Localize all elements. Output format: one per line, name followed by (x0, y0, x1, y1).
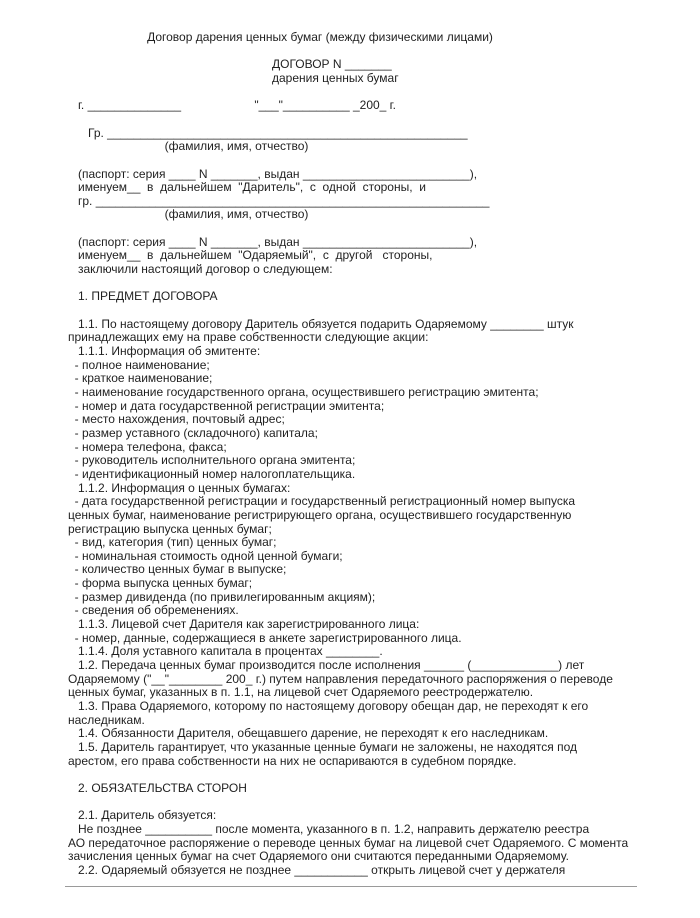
doc-line: - идентификационный номер налогоплательщика. (68, 466, 356, 481)
doc-line: Одаряемому ("__"________ 200_ г.) путем направления передаточного распоряжения о переводе (68, 671, 613, 686)
doc-line: - номера телефона, факса; (68, 439, 227, 454)
doc-line: 1.1.2. Информация о ценных бумагах: (68, 480, 291, 495)
blank-line (68, 154, 700, 168)
doc-line: - сведения об обременениях. (68, 603, 239, 618)
doc-line: 1. ПРЕДМЕТ ДОГОВОРА (68, 289, 218, 304)
doc-line: 2.2. Одаряемый обязуется не позднее ___________ открыть лицевой счет у держателя (68, 862, 566, 877)
doc-line: - краткое наименование; (68, 371, 213, 386)
doc-line: (паспорт: серия ____ N _______, выдан _________________________), (68, 166, 478, 181)
doc-line: - форма выпуска ценных бумаг; (68, 576, 253, 591)
doc-line: - номер и дата государственной регистрации эмитента; (68, 398, 385, 413)
blank-line (68, 796, 700, 810)
doc-line: 1.5. Даритель гарантирует, что указанные ценные бумаги не заложены, не находятся под (68, 740, 577, 755)
contract-number-line: ДОГОВОР N _______ (272, 57, 392, 72)
doc-line: г. ______________ "___"__________ _200_ г. (68, 98, 396, 113)
doc-line: 1.1.1. Информация об эмитенте: (68, 343, 261, 358)
blank-line (68, 277, 700, 291)
doc-line: гр. ___________________________________________________________ (68, 193, 490, 208)
doc-line: именуем__ в дальнейшем "Одаряемый", с другой стороны, (68, 248, 433, 263)
doc-line: (фамилия, имя, отчество) (68, 207, 309, 222)
blank-line (68, 304, 700, 318)
doc-line: заключили настоящий договор о следующем: (68, 262, 333, 277)
blank-line (68, 113, 700, 127)
doc-line: - номер, данные, содержащиеся в анкете зарегистрированного лица. (68, 630, 462, 645)
doc-line: ценных бумаг, указанных в п. 1.1, на лицевой счет Одаряемого реестродержателю. (68, 685, 534, 700)
doc-line: 2.1. Даритель обязуется: (68, 808, 217, 823)
doc-line: - номинальная стоимость одной ценной бумаги; (68, 548, 343, 563)
doc-line: Не позднее __________ после момента, указанного в п. 1.2, направить держателю реестра (68, 821, 590, 836)
doc-line: 1.4. Обязанности Дарителя, обещавшего дарение, не переходят к его наследникам. (68, 726, 549, 741)
doc-line: зачисления ценных бумаг на счет Одаряемого они считаются переданными Одаряемому. (68, 849, 569, 864)
doc-line: - количество ценных бумаг в выпуске; (68, 562, 287, 577)
doc-line: - вид, категория (тип) ценных бумаг; (68, 535, 277, 550)
doc-line: 1.1.4. Доля уставного капитала в процентах ________. (68, 644, 383, 659)
doc-line: (фамилия, имя, отчество) (68, 139, 309, 154)
blank-line (68, 86, 700, 100)
doc-line: - место нахождения, почтовый адрес; (68, 412, 285, 427)
blank-line (68, 768, 700, 782)
doc-line: - руководитель исполнительного органа эмитента; (68, 453, 356, 468)
doc-line: - размер уставного (складочного) капитала; (68, 425, 318, 440)
doc-line: - наименование государственного органа, осуществившего регистрацию эмитента; (68, 384, 539, 399)
doc-line: принадлежащих ему на праве собственности следующие акции: (68, 330, 429, 345)
doc-line: 1.1. По настоящему договору Даритель обязуется подарить Одаряемому ________ штук (68, 316, 574, 331)
doc-line: - полное наименование; (68, 357, 210, 372)
blank-line (68, 45, 700, 59)
doc-line: - размер дивиденда (по привилегированным акциям); (68, 589, 376, 604)
doc-line: ценных бумаг, наименование регистрирующего органа, осуществившего государственную (68, 507, 572, 522)
document-body (68, 31, 700, 878)
contract-number-line: дарения ценных бумаг (272, 70, 399, 85)
doc-line: - дата государственной регистрации и государственный регистрационный номер выпуска (68, 494, 576, 509)
doc-line: именуем__ в дальнейшем "Даритель", с одной стороны, и (68, 180, 426, 195)
doc-line: (паспорт: серия ____ N _______, выдан _________________________), (68, 234, 478, 249)
doc-line: 1.2. Передача ценных бумаг производится после исполнения ______ (_____________) лет (68, 658, 585, 673)
doc-line: 1.1.3. Лицевой счет Дарителя как зарегистрированного лица: (68, 617, 420, 632)
page-divider (65, 886, 637, 887)
document-title: Договор дарения ценных бумаг (между физическими лицами) (147, 30, 493, 44)
doc-line: регистрацию выпуска ценных бумаг; (68, 521, 272, 536)
doc-line: 1.3. Права Одаряемого, которому по настоящему договору обещан дар, не переходят к его (68, 699, 589, 714)
doc-line: арестом, его права собственности на них не оспариваются в судебном порядке. (68, 753, 517, 768)
doc-line: наследникам. (68, 712, 145, 727)
doc-line: Гр. ______________________________________________________ (68, 125, 468, 140)
doc-line: 2. ОБЯЗАТЕЛЬСТВА СТОРОН (68, 780, 247, 795)
blank-line (68, 222, 700, 236)
doc-line: АО передаточное распоряжение о переводе ценных бумаг на лицевой счет Одаряемого. С момента (68, 835, 629, 850)
